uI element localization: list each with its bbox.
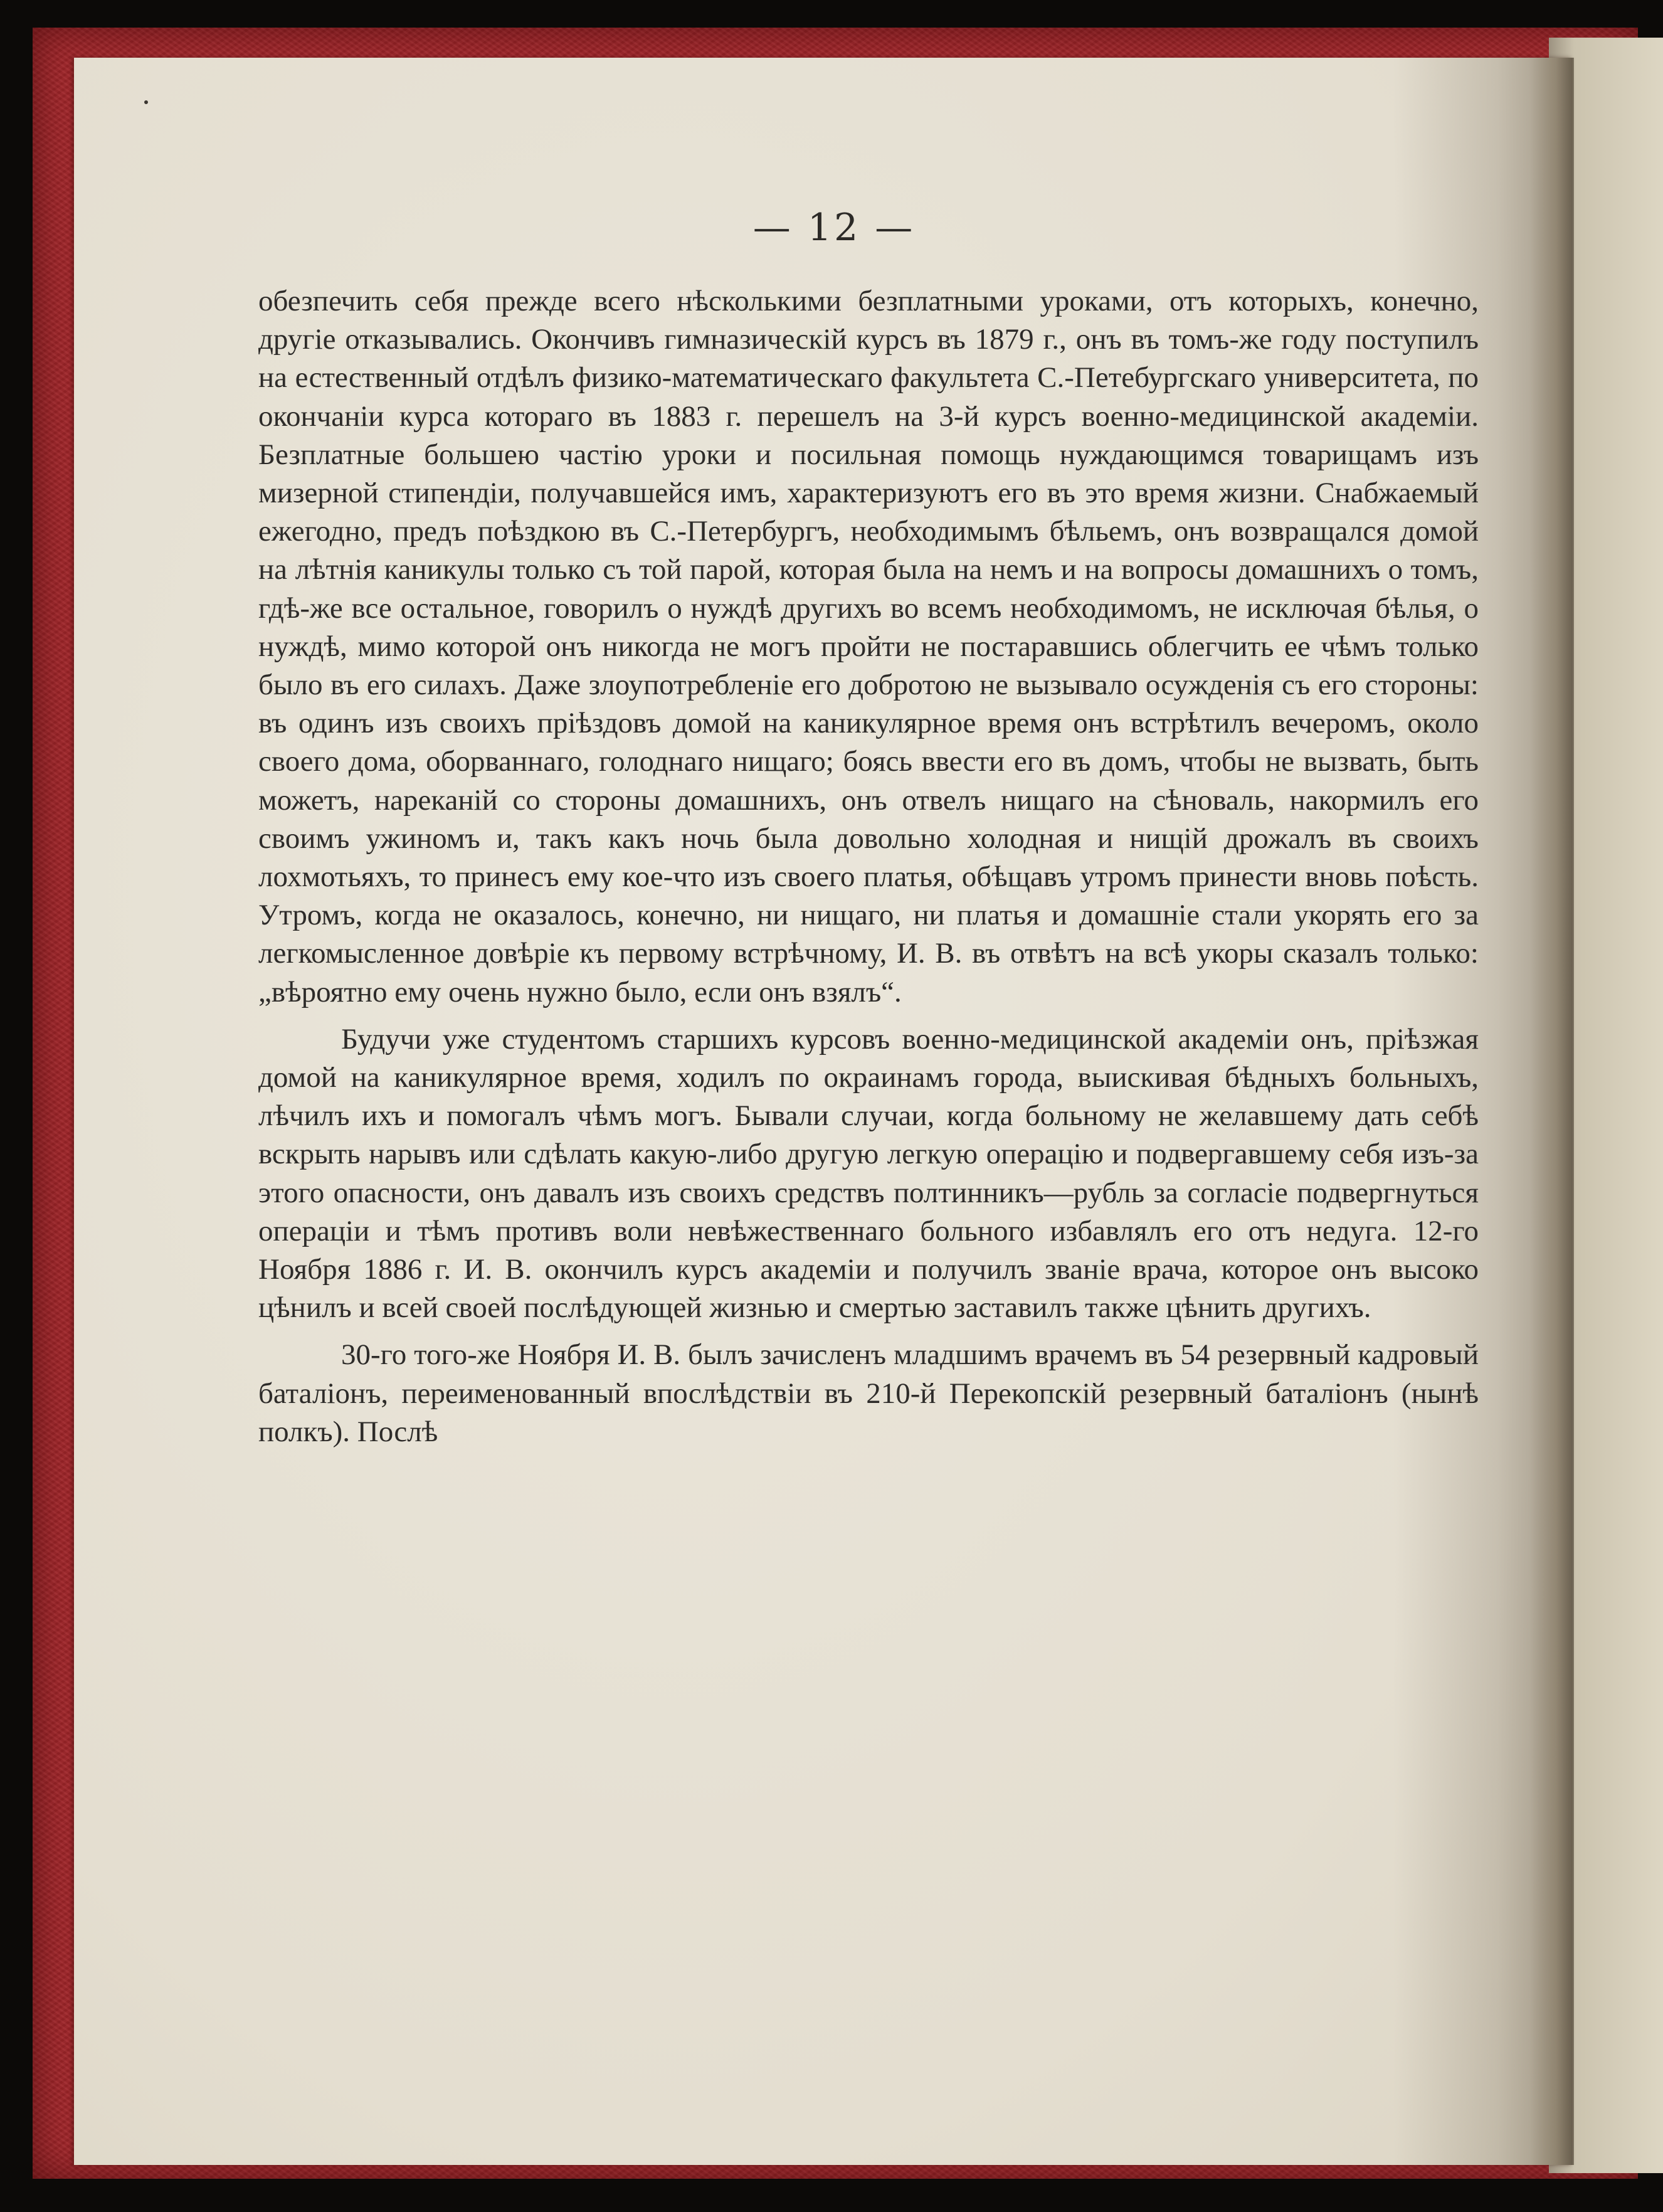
paragraph-3: 30-го того-же Ноября И. В. былъ зачисленъ младшимъ врачемъ въ 54 резервный кадровый баталіонъ, переименованный впослѣдствіи въ 210-й Перекопскій резервный баталіонъ (нынѣ полкъ). Послѣ: [258, 1338, 1479, 1448]
page-gutter-shadow: [1530, 58, 1574, 2165]
paragraph-1: обезпечить себя прежде всего нѣсколькими безплатными уроками, отъ которыхъ, конечно, другіе отказывались. Окончивъ гимназическій курсъ въ 1879 г., онъ въ томъ-же году поступилъ на естественный отдѣлъ физико-математическаго факультета С.-Петебургскаго университета, по окончаніи курса котораго въ 1883 г. перешелъ на 3-й курсъ военно-медицинской академіи. Безплатные большею частію уроки и посильная помощь нуждающимся товарищамъ изъ мизерной стипендіи, получавшейся имъ, характеризуютъ его въ это время жизни. Снабжаемый ежегодно, предъ поѣздкою въ С.-Петербургъ, необходимымъ бѣльемъ, онъ возвращался домой на лѣтнія каникулы только съ той парой, которая была на немъ и на вопросы домашнихъ о томъ, гдѣ-же все остальное, говорилъ о нуждѣ другихъ во всемъ необходимомъ, не исключая бѣлья, о нуждѣ, мимо которой онъ никогда не могъ пройти не постаравшись облегчить ее чѣмъ только было въ его силахъ. Даже злоупотребленіе его добротою не вызывало осужденія съ его стороны: въ одинъ изъ своихъ пріѣздовъ домой на каникулярное время онъ встрѣтилъ вечеромъ, около своего дома, оборваннаго, голоднаго нищаго; боясь ввести его въ домъ, чтобы не вызвать, быть можетъ, нареканій со стороны домашнихъ, онъ отвелъ нищаго на сѣноваль, накормилъ его своимъ ужиномъ и, такъ какъ ночь была довольно холодная и нищій дрожалъ въ своихъ лохмотьяхъ, то принесъ ему кое-что изъ своего платья, обѣщавъ утромъ принести вновь поѣсть. Утромъ, когда не оказалось, конечно, ни нищаго, ни платья и домашніе стали укорять его за легкомысленное довѣріе къ первому встрѣчному, И. В. въ отвѣтъ на всѣ укоры сказалъ только: „вѣроятно ему очень нужно было, если онъ взялъ“.: [258, 285, 1479, 1008]
page-number: — 12 —: [752, 206, 916, 250]
scan-bottom-border: [0, 2179, 1663, 2212]
page-body-text: [258, 282, 1479, 1460]
paragraph-2: Будучи уже студентомъ старшихъ курсовъ военно-медицинской академіи онъ, пріѣзжая домой на каникулярное время, ходилъ по окраинамъ города, выискивая бѣдныхъ больныхъ, лѣчилъ ихъ и помогалъ чѣмъ могъ. Бывали случаи, когда больному не желавшему дать себѣ вскрыть нарывъ или сдѣлать какую-либо другую легкую операцію и подвергавшему себя изъ-за этого опасности, онъ давалъ изъ своихъ средствъ полтинникъ—рубль за согласіе подвергнуться операціи и тѣмъ противъ воли невѣжественнаго больного избавлялъ его отъ недуга. 12-го Ноября 1886 г. И. В. окончилъ курсъ академіи и получилъ званіе врача, которое онъ высоко цѣнилъ и всей своей послѣдующей жизнью и смертью заставилъ также цѣнить другихъ.: [258, 1022, 1479, 1325]
paper-speck: [144, 100, 148, 104]
